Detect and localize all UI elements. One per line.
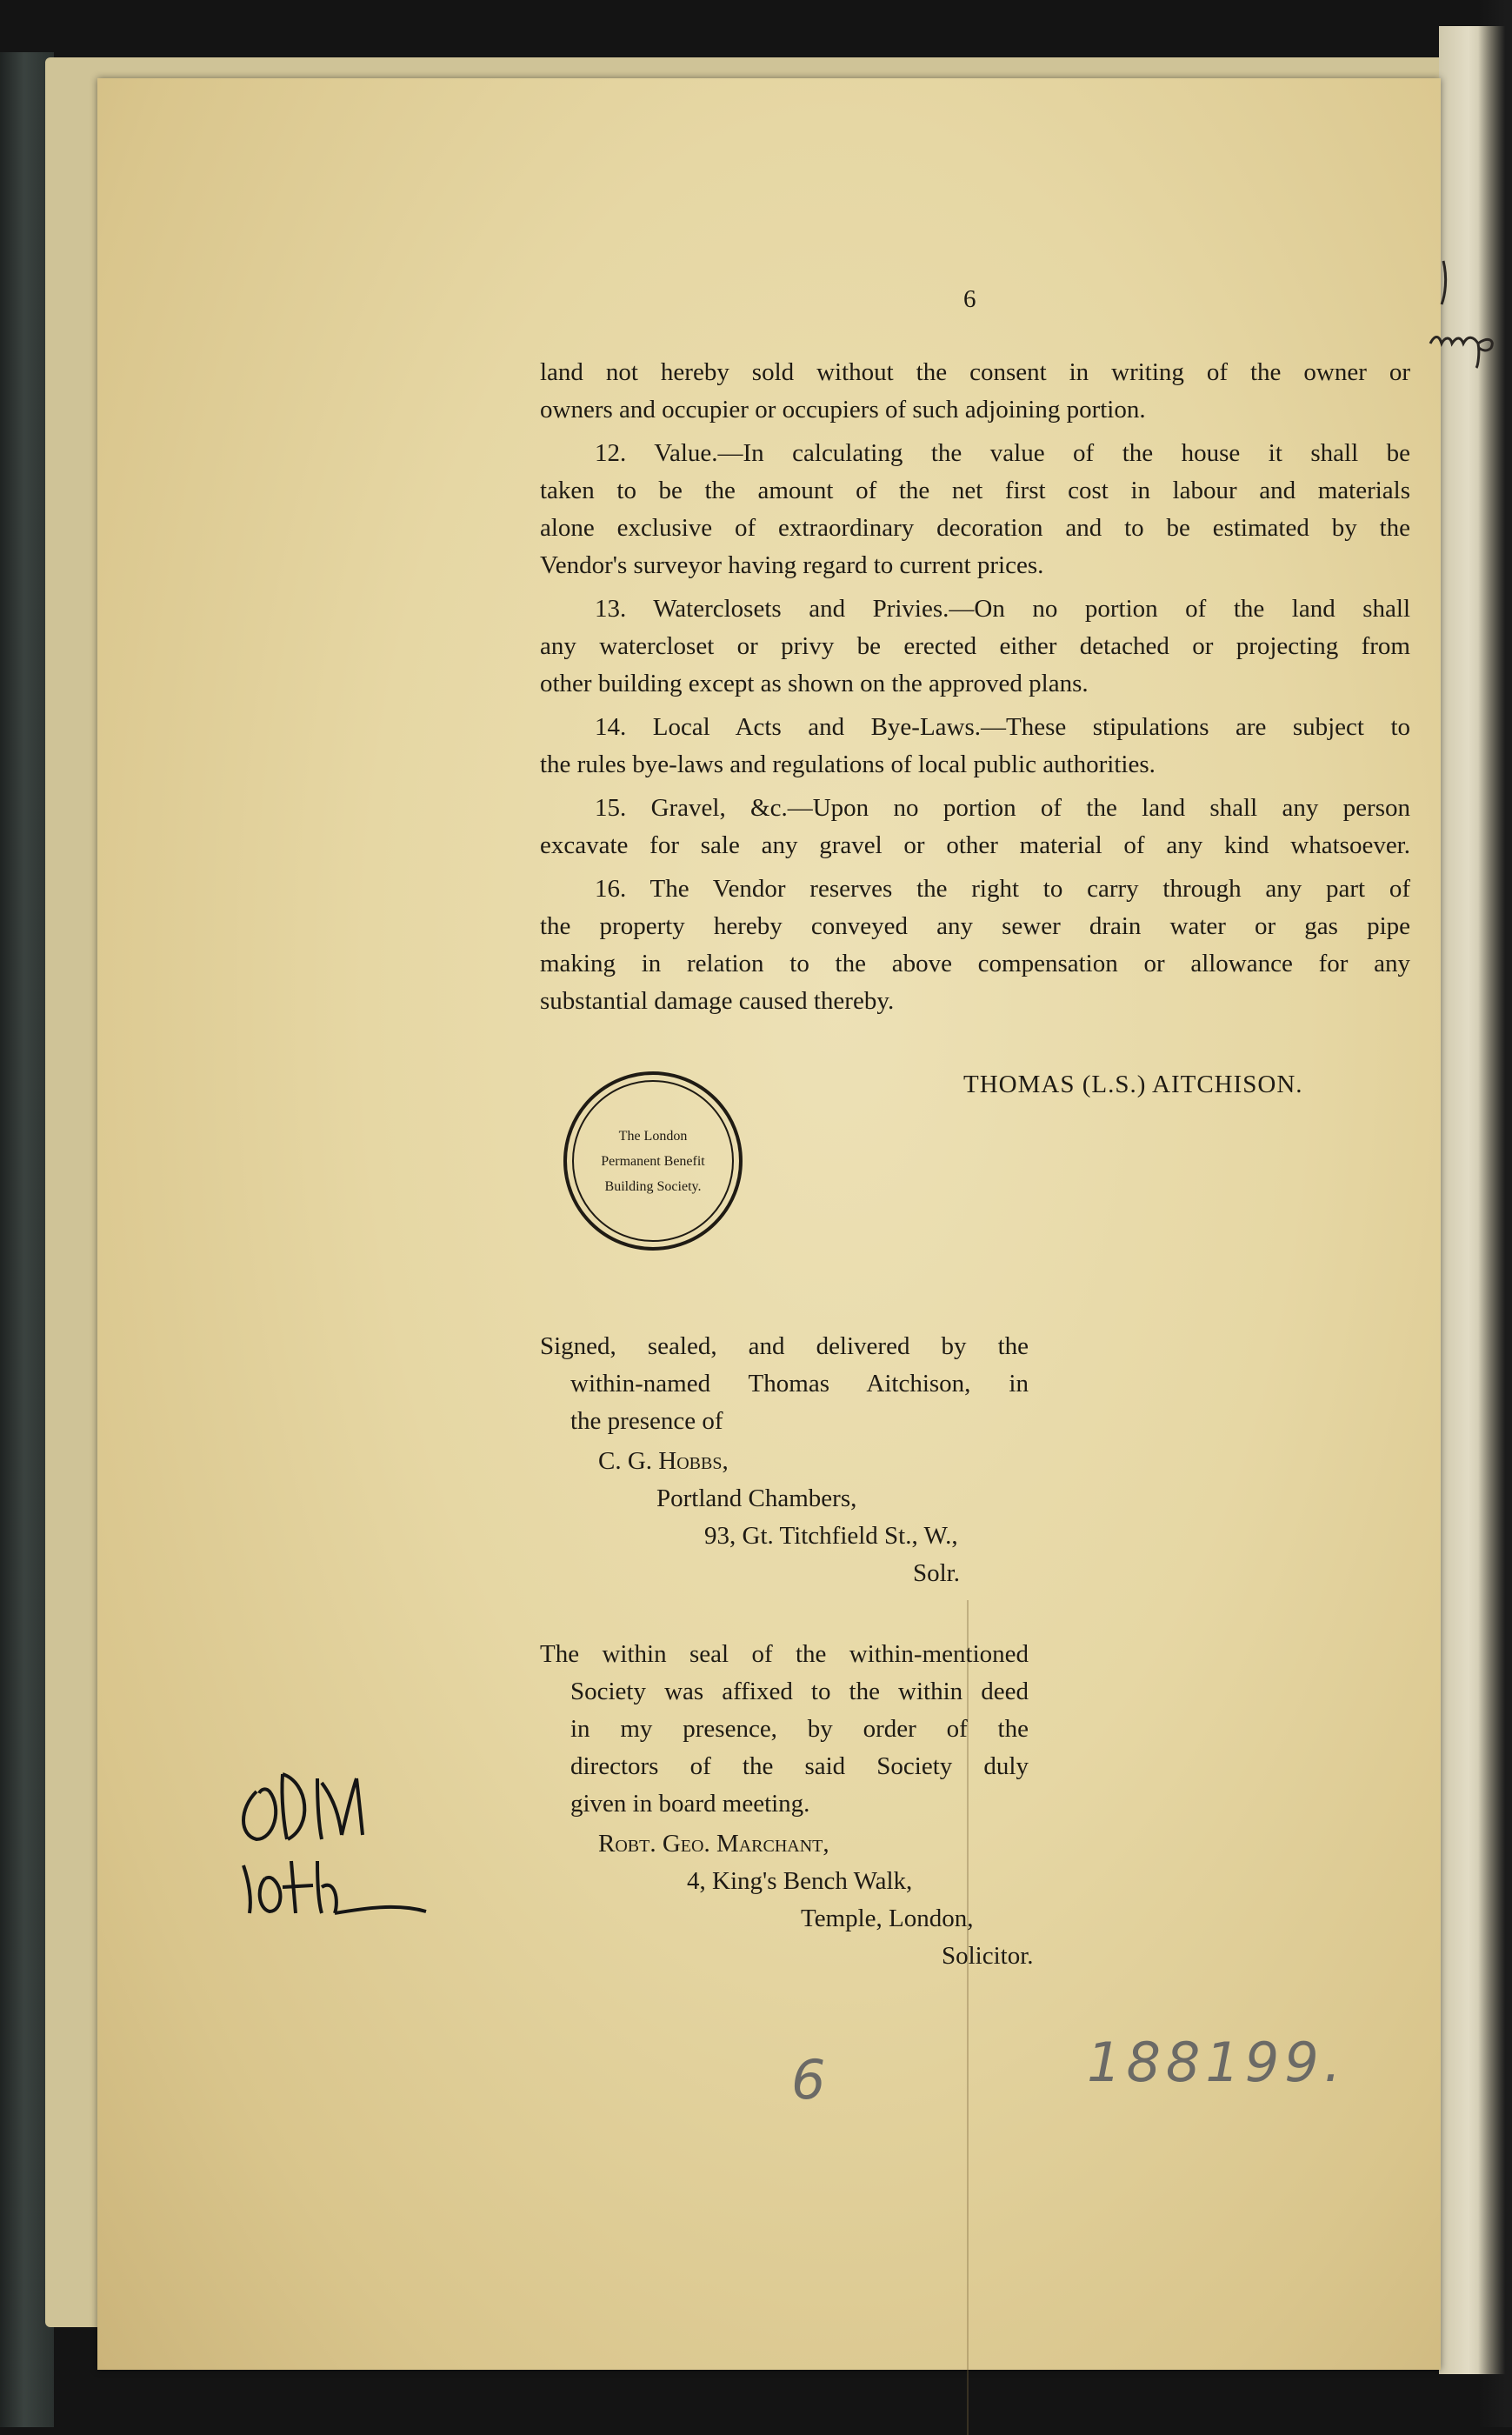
margin-handwriting xyxy=(1426,257,1504,370)
clause-16-line-4: substantial damage caused thereby. xyxy=(540,987,895,1015)
clause-12-line-2: taken to be the amount of the net first cost in labour and materials xyxy=(540,477,1410,504)
society-seal-inner-ring xyxy=(572,1080,734,1242)
witness-2-title: Solicitor. xyxy=(942,1942,1034,1970)
witness-2-address-2: Temple, London, xyxy=(801,1905,974,1932)
witness-2-address-1: 4, King's Bench Walk, xyxy=(687,1867,913,1895)
witness-1-name: C. G. Hobbs, xyxy=(598,1447,729,1475)
continuation-line-1: land not hereby sold without the consent in writing of the owner or xyxy=(540,358,1410,386)
attestation-2-line-2: Society was affixed to the within deed xyxy=(570,1678,1029,1705)
attestation-1-line-3: the presence of xyxy=(570,1407,723,1435)
attestation-2-line-3: in my presence, by order of the xyxy=(570,1715,1029,1743)
clause-13-line-1: 13. Waterclosets and Privies.—On no portion of the land shall xyxy=(595,595,1410,623)
clause-12-line-4: Vendor's surveyor having regard to current prices. xyxy=(540,551,1044,579)
attestation-1-line-1: Signed, sealed, and delivered by the xyxy=(540,1332,1029,1360)
clause-15-line-1: 15. Gravel, &c.—Upon no portion of the land shall any person xyxy=(595,794,1410,822)
witness-1-address-1: Portland Chambers, xyxy=(656,1484,857,1512)
pencil-reference-number: 188199. xyxy=(1087,2031,1347,2094)
witness-1-title: Solr. xyxy=(913,1559,960,1587)
clause-13-line-2: any watercloset or privy be erected either detached or projecting from xyxy=(540,632,1410,660)
witness-2-name: Robt. Geo. Marchant, xyxy=(598,1830,829,1858)
page-number: 6 xyxy=(963,285,976,313)
clause-14-line-1: 14. Local Acts and Bye-Laws.—These stipulations are subject to xyxy=(595,713,1410,741)
continuation-line-2: owners and occupier or occupiers of such adjoining portion. xyxy=(540,396,1146,424)
clause-12-line-1: 12. Value.—In calculating the value of the house it shall be xyxy=(595,439,1410,467)
seal-line-1: The London xyxy=(618,1128,688,1144)
attestation-2-line-5: given in board meeting. xyxy=(570,1790,810,1818)
clause-12-line-3: alone exclusive of extraordinary decoration and to be estimated by the xyxy=(540,514,1410,542)
clause-13-line-3: other building except as shown on the approved plans. xyxy=(540,670,1089,697)
society-seal xyxy=(563,1071,743,1251)
pencil-page-number: 6 xyxy=(791,2048,831,2111)
witness-1-address-2: 93, Gt. Titchfield St., W., xyxy=(704,1522,958,1550)
vendor-signature: THOMAS (L.S.) AITCHISON. xyxy=(963,1071,1303,1098)
attestation-2-line-1: The within seal of the within-mentioned xyxy=(540,1640,1029,1668)
clause-15-line-2: excavate for sale any gravel or other material of any kind whatsoever. xyxy=(540,831,1410,859)
handwritten-initials xyxy=(230,1757,430,1931)
seal-line-2: Permanent Benefit xyxy=(601,1153,705,1169)
seal-line-3: Building Society. xyxy=(604,1178,702,1194)
clause-16-line-2: the property hereby conveyed any sewer drain water or gas pipe xyxy=(540,912,1410,940)
attestation-2-line-4: directors of the said Society duly xyxy=(570,1752,1029,1780)
clause-16-line-3: making in relation to the above compensation or allowance for any xyxy=(540,950,1410,977)
clause-14-line-2: the rules bye-laws and regulations of local public authorities. xyxy=(540,751,1156,778)
attestation-1-line-2: within-named Thomas Aitchison, in xyxy=(570,1370,1029,1398)
clause-16-line-1: 16. The Vendor reserves the right to carry through any part of xyxy=(595,875,1410,903)
